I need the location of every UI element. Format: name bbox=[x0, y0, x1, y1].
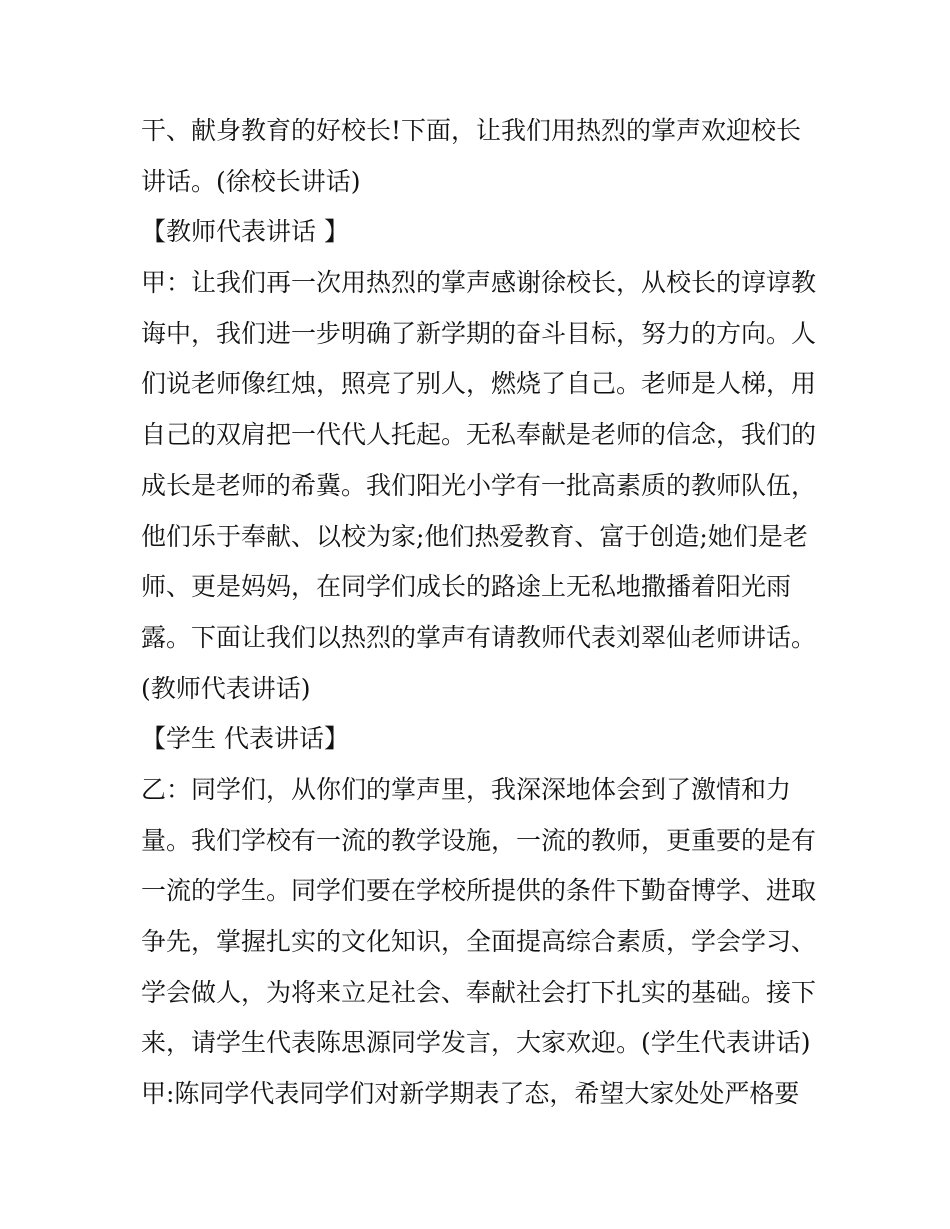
text-line: 自己的双肩把一代代人托起。无私奉献是老师的信念，我们的 bbox=[141, 420, 817, 450]
text-line: 甲：让我们再一次用热烈的掌声感谢徐校长，从校长的谆谆教 bbox=[141, 268, 817, 298]
text-line: 甲:陈同学代表同学们对新学期表了态，希望大家处处严格要 bbox=[141, 1079, 800, 1109]
text-line: 争先，掌握扎实的文化知识，全面提高综合素质，学会学习、 bbox=[141, 927, 817, 956]
text-line: 师、更是妈妈，在同学们成长的路途上无私地撒播着阳光雨 bbox=[141, 572, 792, 602]
text-line: 一流的学生。同学们要在学校所提供的条件下勤奋博学、进取 bbox=[141, 876, 817, 906]
section-heading: 【教师代表讲话 】 bbox=[141, 217, 349, 247]
text-line: 量。我们学校有一流的教学设施，一流的教师，更重要的是有 bbox=[141, 825, 817, 855]
text-line: 们说老师像红烛，照亮了别人，燃烧了自己。老师是人梯，用 bbox=[141, 369, 817, 399]
text-line: 来，请学生代表陈思源同学发言，大家欢迎。(学生代表讲话) bbox=[141, 1028, 811, 1058]
text-line: 他们乐于奉献、以校为家;他们热爱教育、富于创造;她们是老 bbox=[141, 521, 808, 551]
document-body bbox=[141, 106, 821, 1120]
section-heading: 【学生 代表讲话】 bbox=[141, 724, 349, 754]
text-line: 讲话。(徐校长讲话) bbox=[141, 166, 361, 196]
text-line: 干、献身教育的好校长!下面，让我们用热烈的掌声欢迎校长 bbox=[141, 116, 802, 145]
text-line: 成长是老师的希冀。我们阳光小学有一批高素质的教师队伍， bbox=[141, 470, 817, 500]
text-line: 乙：同学们，从你们的掌声里，我深深地体会到了激情和力 bbox=[141, 774, 792, 804]
text-line: (教师代表讲话) bbox=[141, 673, 311, 703]
text-line: 诲中，我们进一步明确了新学期的奋斗目标，努力的方向。人 bbox=[141, 318, 817, 348]
text-line: 学会做人，为将来立足社会、奉献社会打下扎实的基础。接下 bbox=[141, 977, 817, 1007]
text-line: 露。下面让我们以热烈的掌声有请教师代表刘翠仙老师讲话。 bbox=[141, 622, 817, 652]
